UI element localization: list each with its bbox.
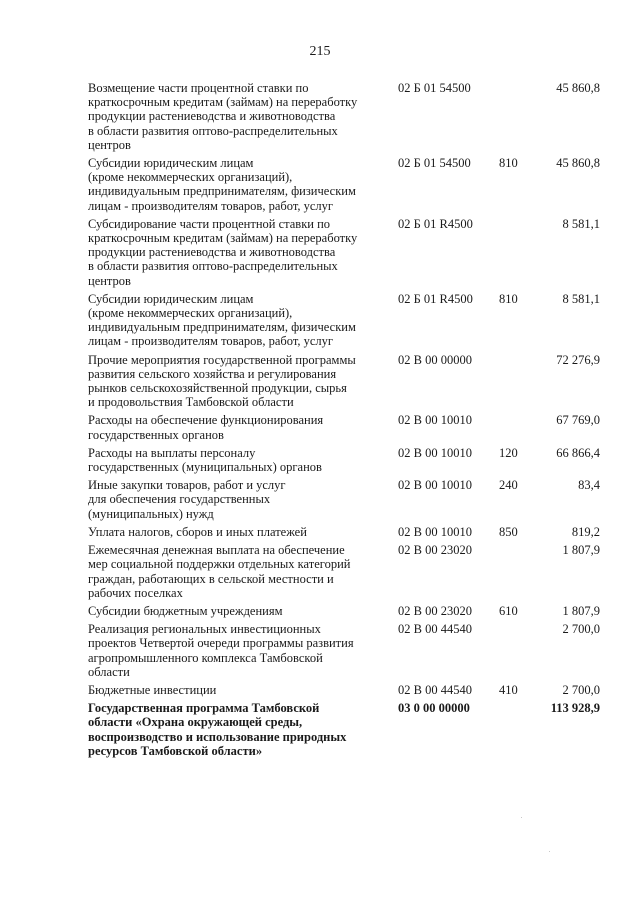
row-name: Иные закупки товаров, работ и услуг для обеспечения государственных (муниципальных) нужд bbox=[88, 478, 286, 521]
row-name: Расходы на выплаты персоналу государственных (муниципальных) органов bbox=[88, 445, 322, 475]
row-name: Государственная программа Тамбовской области «Охрана окружающей среды, воспроизводство и использование природных ресурсов Тамбовской области» bbox=[88, 701, 347, 758]
row-code: 02 В 00 10010 bbox=[398, 445, 472, 460]
scan-speck bbox=[549, 851, 550, 852]
row-name: Уплата налогов, сборов и иных платежей bbox=[88, 524, 307, 539]
row-expense-type: 240 bbox=[499, 478, 518, 493]
row-amount: 83,4 bbox=[578, 478, 600, 493]
row-name: Субсидии юридическим лицам (кроме некоммерческих организаций), индивидуальным предпринимателям, физическим лицам - производителям товаров, работ, услуг bbox=[88, 156, 356, 213]
row-expense-type: 810 bbox=[499, 156, 518, 171]
table-row bbox=[0, 478, 640, 521]
row-amount: 67 769,0 bbox=[556, 413, 600, 428]
row-expense-type: 610 bbox=[499, 603, 518, 618]
row-code: 02 Б 01 R4500 bbox=[398, 291, 473, 306]
row-code: 02 В 00 10010 bbox=[398, 478, 472, 493]
table-row bbox=[0, 683, 640, 697]
table-row bbox=[0, 413, 640, 441]
row-code: 02 В 00 23020 bbox=[398, 603, 472, 618]
row-name: Ежемесячная денежная выплата на обеспечение мер социальной поддержки отдельных категорий граждан, работающих в сельской местности и рабочих поселках bbox=[88, 543, 351, 600]
row-amount: 1 807,9 bbox=[562, 543, 600, 558]
row-name: Реализация региональных инвестиционных проектов Четвертой очереди программы развития агропромышленного комплекса Тамбовской области bbox=[88, 622, 354, 679]
row-expense-type: 120 bbox=[499, 445, 518, 460]
budget-table bbox=[0, 81, 640, 762]
row-amount: 66 866,4 bbox=[556, 445, 600, 460]
table-row bbox=[0, 604, 640, 618]
row-name: Бюджетные инвестиции bbox=[88, 682, 217, 697]
row-name: Субсидирование части процентной ставки по краткосрочным кредитам (займам) на переработку продукции растениеводства и животноводства в области развития оптово-распределительных центров bbox=[88, 216, 358, 288]
row-amount: 2 700,0 bbox=[562, 622, 600, 637]
row-amount: 1 807,9 bbox=[562, 603, 600, 618]
row-code: 02 Б 01 54500 bbox=[398, 156, 471, 171]
row-code: 02 В 00 23020 bbox=[398, 543, 472, 558]
row-amount: 72 276,9 bbox=[556, 352, 600, 367]
row-code: 02 В 00 44540 bbox=[398, 682, 472, 697]
row-code: 02 Б 01 54500 bbox=[398, 81, 471, 95]
row-amount: 113 928,9 bbox=[550, 701, 600, 716]
page-number: 215 bbox=[309, 44, 331, 59]
table-row bbox=[0, 525, 640, 539]
scan-speck bbox=[521, 817, 522, 818]
row-amount: 8 581,1 bbox=[562, 291, 600, 306]
row-amount: 45 860,8 bbox=[556, 156, 600, 171]
row-code: 02 В 00 10010 bbox=[398, 524, 472, 539]
table-row bbox=[0, 81, 640, 152]
table-row-program-total bbox=[0, 701, 640, 758]
row-amount: 8 581,1 bbox=[562, 216, 600, 231]
row-expense-type: 410 bbox=[499, 682, 518, 697]
table-row bbox=[0, 292, 640, 349]
table-row bbox=[0, 156, 640, 213]
row-code: 02 В 00 00000 bbox=[398, 352, 472, 367]
row-code: 03 0 00 00000 bbox=[398, 701, 470, 716]
row-code: 02 Б 01 R4500 bbox=[398, 216, 473, 231]
row-name: Расходы на обеспечение функционирования государственных органов bbox=[88, 413, 324, 442]
table-row bbox=[0, 353, 640, 410]
row-amount: 45 860,8 bbox=[556, 81, 600, 95]
row-name: Прочие мероприятия государственной программы развития сельского хозяйства и регулирования рынков сельскохозяйственной продукции, сырья и продовольствия Тамбовской области bbox=[88, 352, 356, 410]
row-name: Субсидии бюджетным учреждениям bbox=[88, 603, 283, 618]
row-name: Субсидии юридическим лицам (кроме некоммерческих организаций), индивидуальным предпринимателям, физическим лицам - производителям товаров, работ, услуг bbox=[88, 291, 356, 349]
row-expense-type: 810 bbox=[499, 291, 518, 306]
table-row bbox=[0, 217, 640, 288]
row-expense-type: 850 bbox=[499, 524, 518, 539]
row-amount: 2 700,0 bbox=[562, 682, 600, 697]
row-name: Возмещение части процентной ставки по краткосрочным кредитам (займам) на переработку продукции растениеводства и животноводства в области развития оптово-распределительных центров bbox=[88, 81, 358, 152]
row-code: 02 В 00 10010 bbox=[398, 413, 472, 428]
row-amount: 819,2 bbox=[571, 524, 600, 539]
row-code: 02 В 00 44540 bbox=[398, 622, 472, 637]
table-row bbox=[0, 543, 640, 600]
table-row bbox=[0, 446, 640, 474]
table-row bbox=[0, 622, 640, 679]
